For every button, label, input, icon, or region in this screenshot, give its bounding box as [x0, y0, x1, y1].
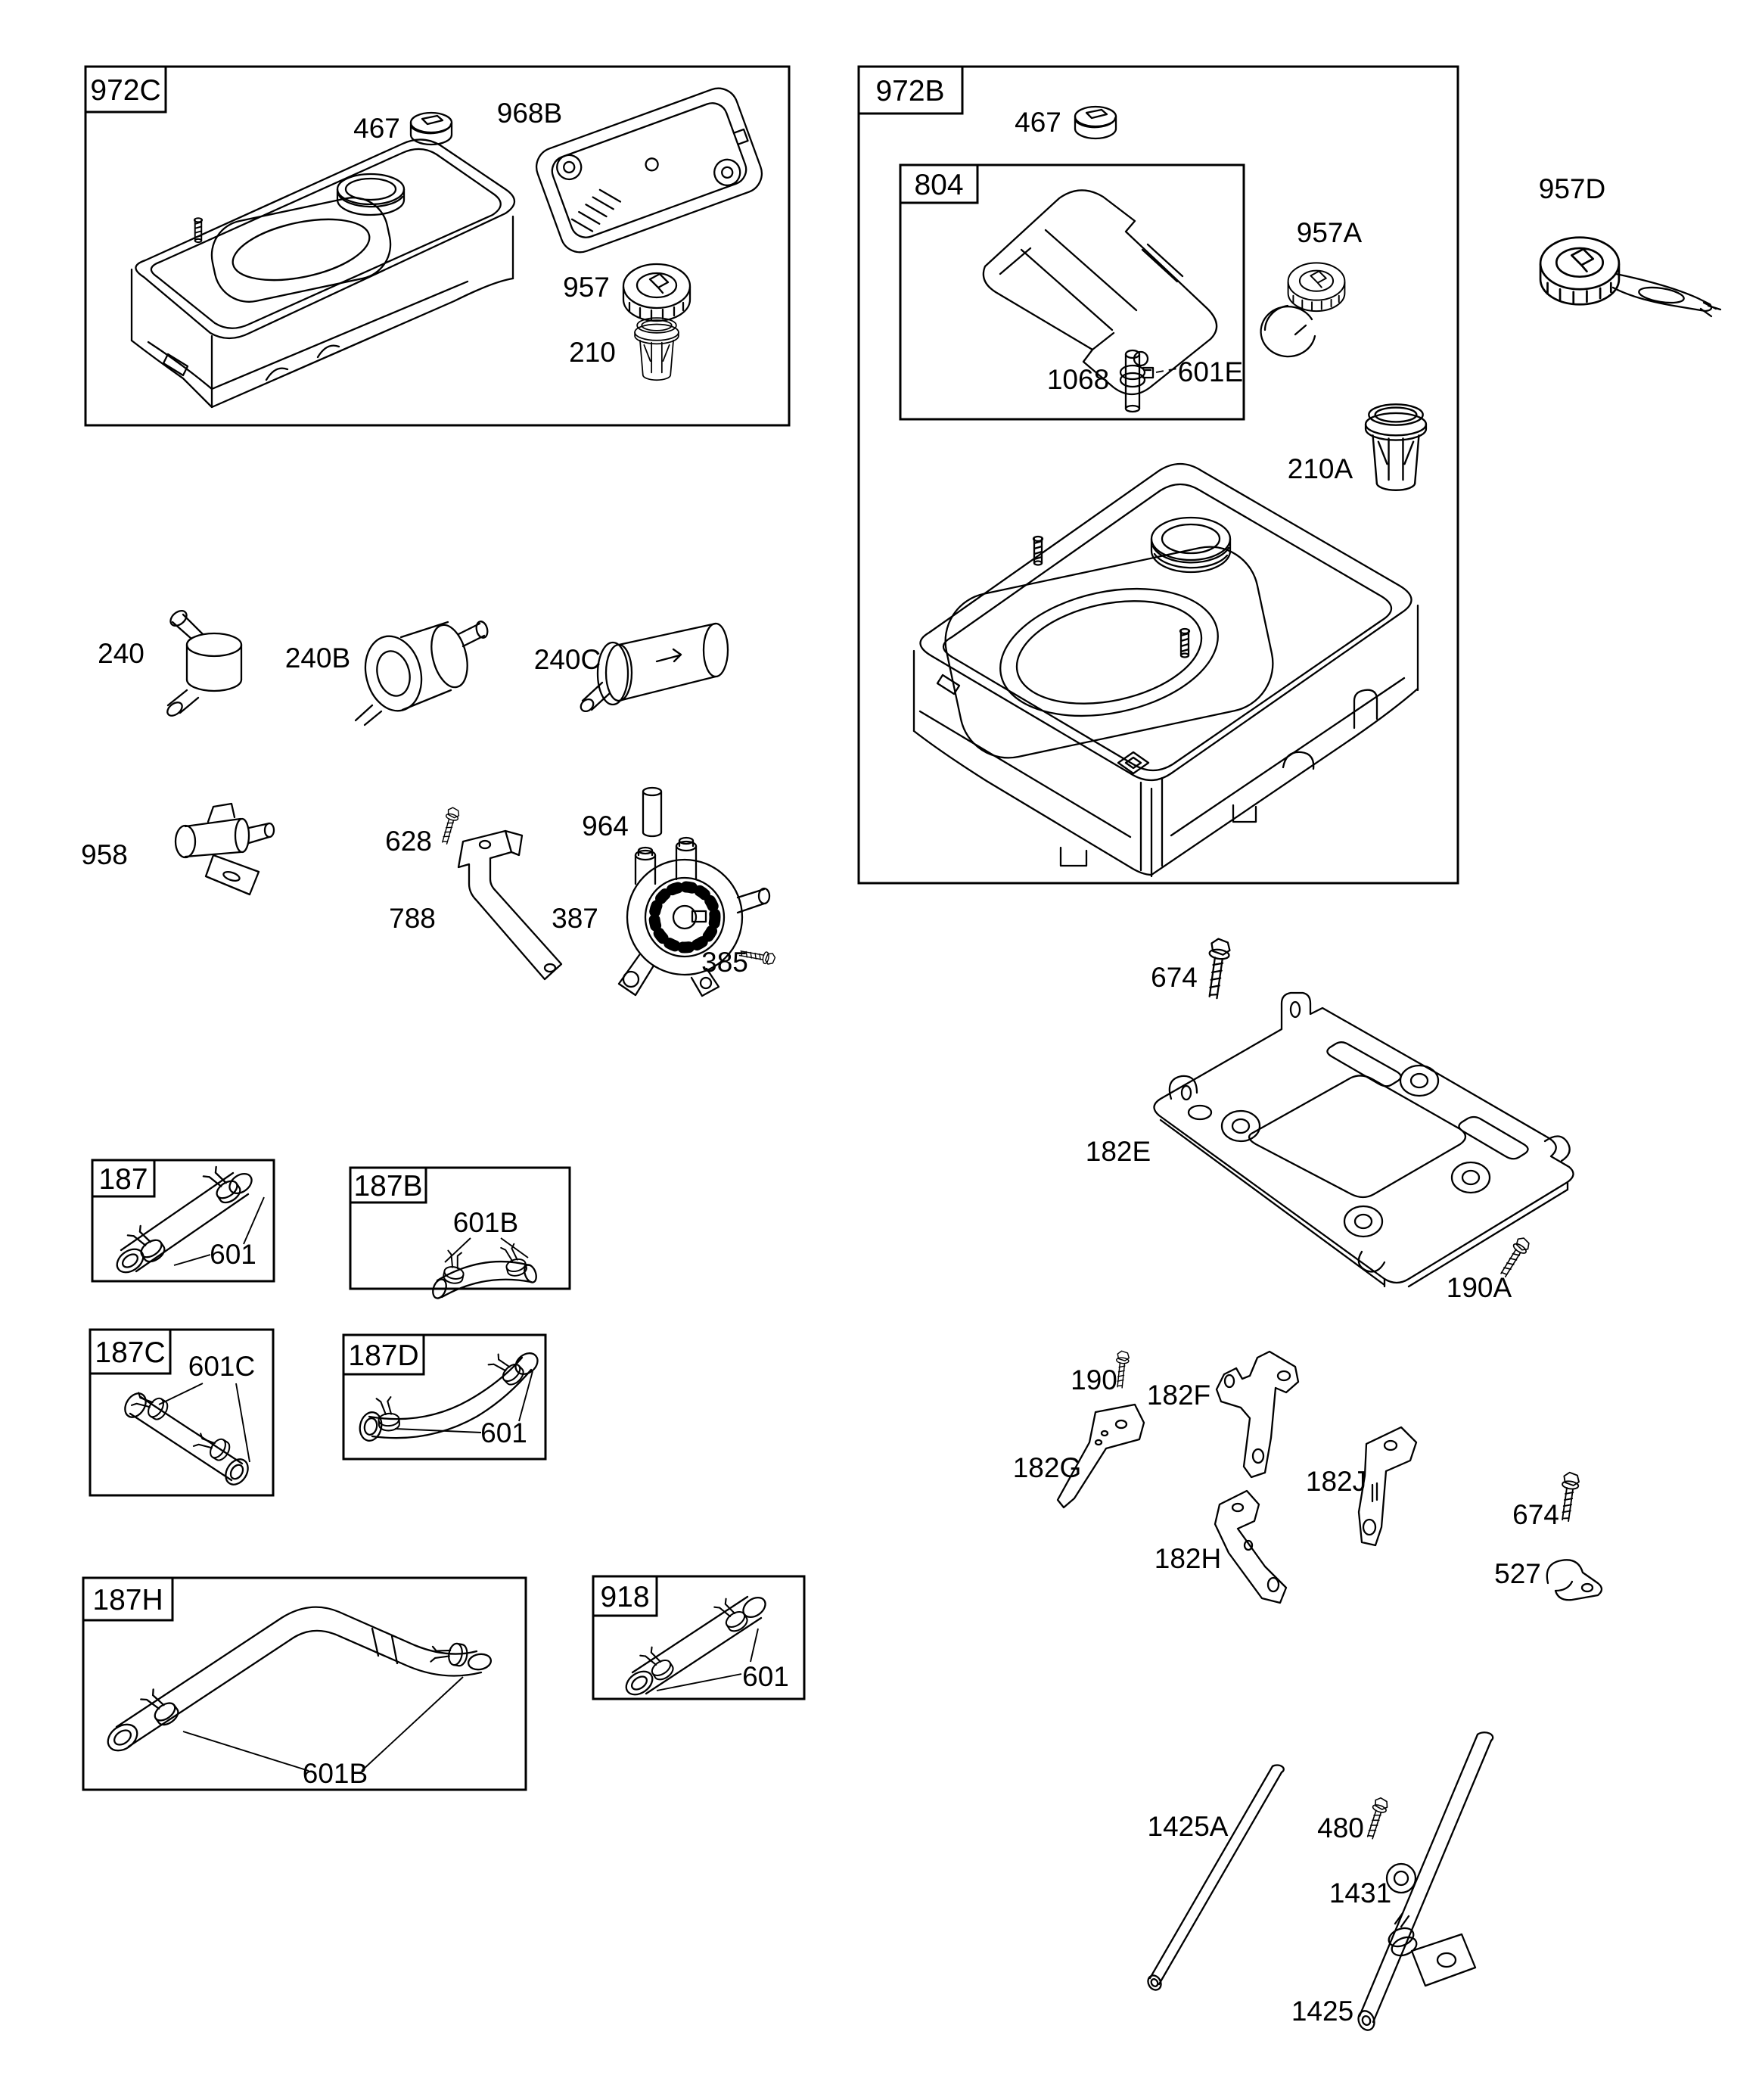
callout-182F: 182F — [1146, 1380, 1211, 1411]
fuel-hose-187C-drawing — [121, 1387, 253, 1489]
callout-182E: 182E — [1085, 1136, 1151, 1167]
leader-601C-187C — [159, 1383, 250, 1462]
fuel-cap-957A-drawing — [1261, 263, 1345, 356]
fuel-tube-1425A-drawing — [1145, 1766, 1284, 1993]
panel-label-804: 804 — [914, 169, 964, 201]
fuel-tank-972C-drawing — [132, 139, 514, 407]
fuel-strainer-210A-drawing — [1366, 404, 1426, 490]
screw-628-drawing — [439, 807, 461, 845]
panel-label-187B: 187B — [353, 1170, 423, 1202]
callout-480: 480 — [1317, 1812, 1364, 1843]
bracket-788-drawing — [458, 831, 561, 979]
fuel-cap-vent-467b-drawing — [1075, 107, 1116, 138]
bracket-182F-drawing — [1217, 1352, 1298, 1477]
callout-601-187: 601 — [210, 1239, 256, 1270]
callout-240C: 240C — [533, 644, 601, 675]
base-bracket-182E-drawing — [1154, 993, 1573, 1286]
callout-385: 385 — [701, 947, 748, 978]
screw-480-drawing — [1363, 1797, 1389, 1840]
panel-label-187C: 187C — [95, 1336, 166, 1369]
callout-957A: 957A — [1296, 217, 1363, 248]
callout-601C-187C: 601C — [188, 1351, 256, 1382]
callout-601B-187B: 601B — [452, 1207, 519, 1238]
callout-190: 190 — [1071, 1364, 1117, 1395]
fuel-cap-957D-drawing — [1540, 238, 1720, 316]
callout-190A: 190A — [1446, 1272, 1512, 1303]
callout-467-972B: 467 — [1015, 107, 1061, 138]
callout-182J: 182J — [1305, 1466, 1367, 1497]
fuel-hose-187B-drawing — [430, 1243, 539, 1300]
callout-240B: 240B — [284, 642, 351, 674]
callout-601B-187H: 601B — [302, 1758, 368, 1789]
callout-467-972C: 467 — [353, 113, 400, 144]
callout-1431: 1431 — [1329, 1878, 1392, 1909]
callout-957: 957 — [563, 272, 610, 303]
callout-182H: 182H — [1154, 1543, 1222, 1574]
fuel-fitting-240-drawing — [165, 608, 241, 718]
callout-674: 674 — [1151, 962, 1198, 993]
panel-label-918: 918 — [600, 1581, 650, 1613]
leader-601B-187H — [183, 1677, 463, 1771]
callout-601-187D: 601 — [480, 1417, 527, 1448]
bolt-674b-drawing — [1557, 1472, 1580, 1522]
fuel-cap-957-drawing — [623, 264, 690, 321]
pin-964-drawing — [643, 788, 661, 836]
leader-601E — [1156, 369, 1177, 372]
callout-210: 210 — [569, 337, 616, 368]
clamp-527-drawing — [1547, 1560, 1602, 1600]
bracket-182J-drawing — [1359, 1427, 1416, 1545]
callout-601E: 601E — [1177, 356, 1244, 387]
panel-label-187D: 187D — [348, 1339, 419, 1372]
callout-957D: 957D — [1538, 173, 1606, 204]
fuel-tank-972B-drawing — [914, 464, 1418, 876]
callout-601-918: 601 — [742, 1661, 789, 1692]
panel-label-972B: 972B — [875, 75, 945, 107]
callout-210A: 210A — [1287, 453, 1353, 484]
fuel-valve-958-drawing — [176, 804, 274, 894]
callout-1425A: 1425A — [1147, 1811, 1229, 1842]
fuel-strainer-210-drawing — [635, 318, 679, 380]
fuel-filter-240B-drawing — [356, 621, 489, 725]
callout-182G: 182G — [1012, 1452, 1082, 1483]
tank-cover-968B-drawing — [531, 82, 767, 257]
bolt-674-drawing — [1204, 938, 1232, 999]
callout-674b: 674 — [1512, 1499, 1559, 1530]
callout-1068: 1068 — [1046, 364, 1110, 395]
callout-968B: 968B — [496, 98, 563, 129]
callout-788: 788 — [389, 903, 436, 934]
bracket-182H-drawing — [1215, 1491, 1286, 1603]
fuel-hose-187H-drawing — [103, 1607, 492, 1756]
panel-label-187: 187 — [98, 1163, 148, 1196]
callout-387: 387 — [552, 903, 598, 934]
panel-label-972C: 972C — [90, 74, 161, 107]
panel-label-187H: 187H — [92, 1584, 163, 1616]
callout-1425: 1425 — [1291, 1996, 1354, 2027]
callout-628: 628 — [385, 826, 432, 857]
callout-958: 958 — [81, 839, 128, 870]
callout-240: 240 — [98, 638, 145, 669]
callout-964: 964 — [582, 810, 629, 842]
callout-527: 527 — [1494, 1558, 1541, 1589]
